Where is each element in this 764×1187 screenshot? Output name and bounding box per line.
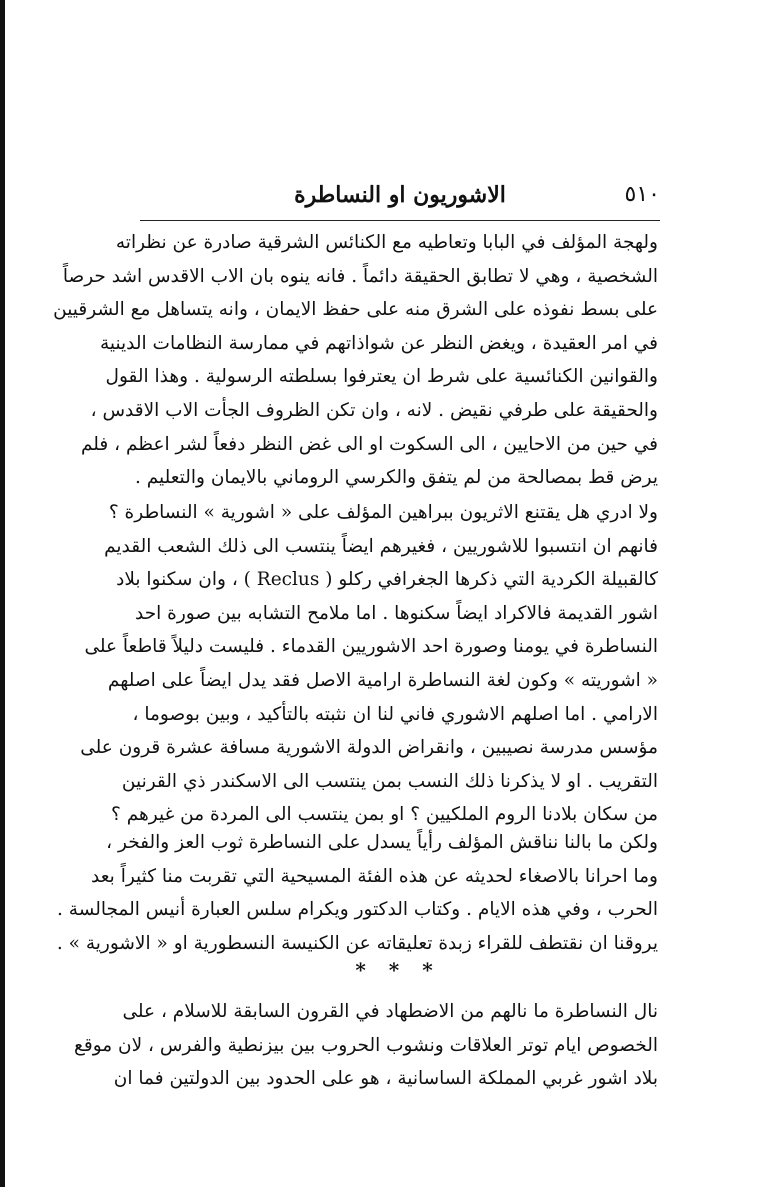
text-line: فانهم ان انتسبوا للاشوريين ، فغيرهم ايضاً ينتسب الى ذلك الشعب القديم xyxy=(104,535,658,557)
text-line: والقوانين الكنائسية على شرط ان يعترفوا بسلطته الرسولية . وهذا القول xyxy=(105,366,658,388)
text-line: التقريب . او لا يذكرنا ذلك النسب بمن ينتسب الى الاسكندر ذي القرنين xyxy=(121,770,658,792)
text-line: ولكن ما بالنا نناقش المؤلف رأياً يسدل على النساطرة ثوب العز والفخر ، xyxy=(106,832,658,853)
header-rule xyxy=(140,220,660,221)
text-line: « اشوريته » وكون لغة النساطرة ارامية الاصل فقد يدل ايضاً على اصلهم xyxy=(107,669,658,691)
text-line: يرض قط بمصالحة من لم يتفق والكرسي الروماني بالايمان والتعليم . xyxy=(134,467,658,489)
text-line: والحقيقة على طرفي نقيض . لانه ، وان تكن الظروف الجأت الاب الاقدس ، xyxy=(90,399,658,421)
text-line: يروقنا ان نقتطف للقراء زبدة تعليقاته عن الكنيسة النسطورية او « الاشورية » . xyxy=(56,932,658,954)
paragraph-3 xyxy=(56,826,658,960)
text-line: الحرب ، وفي هذه الايام . وكتاب الدكتور ويكرام سلس العبارة أنيس المجالسة . xyxy=(57,899,658,921)
text-line: على بسط نفوذه على الشرق منه على حفظ الايمان ، وانه يتساهل مع الشرقيين xyxy=(53,299,658,321)
text-line: في امر العقيدة ، ويغض النظر عن شواذاتهم في ممارسة النظامات الدينية xyxy=(99,332,658,354)
section-separator: * * * xyxy=(355,958,441,982)
paragraph-4 xyxy=(74,995,658,1096)
text-line: بلاد اشور غربي المملكة الساسانية ، هو على الحدود بين الدولتين فما ان xyxy=(113,1068,658,1090)
text-line: مؤسس مدرسة نصيبين ، وانقراض الدولة الاشورية مسافة عشرة قرون على xyxy=(80,737,658,759)
page-number: ٥١٠ xyxy=(624,182,660,207)
text-line: نال النساطرة ما نالهم من الاضطهاد في القرون السابقة للاسلام ، على xyxy=(122,1001,658,1022)
text-line: اشور القديمة فالاكراد ايضاً سكنوها . اما ملامح التشابه بين صورة احد xyxy=(135,602,658,624)
text-line: الارامي . اما اصلهم الاشوري فاني لنا ان نثبته بالتأكيد ، وبين بوصوما ، xyxy=(132,703,658,725)
text-line: وما احرانا بالاصغاء لحديثه عن هذه الفئة المسيحية التي تقربت منا كثيراً بعد xyxy=(91,865,658,887)
scan-edge xyxy=(0,0,5,1187)
text-line: كالقبيلة الكردية التي ذكرها الجغرافي ركلو ( Reclus ) ، وان سكنوا بلاد xyxy=(116,569,658,591)
text-line: الخصوص ايام توتر العلاقات ونشوب الحروب بين بيزنطية والفرس ، لان موقع xyxy=(74,1034,658,1056)
running-title: الاشوريون او النساطرة xyxy=(294,182,506,208)
text-line: ولهجة المؤلف في البابا وتعاطيه مع الكنائس الشرقية صادرة عن نظراته xyxy=(115,232,658,253)
text-line: النساطرة في يومنا وصورة احد الاشوريين القدماء . فليست دليلاً قاطعاً على xyxy=(84,636,658,658)
text-line: الشخصية ، وهي لا تطابق الحقيقة دائماً . فانه ينوه بان الاب الاقدس اشد حرصاً xyxy=(62,265,658,287)
page-header xyxy=(140,178,660,218)
text-line: في حين من الاحايين ، الى السكوت او الى غض النظر دفعاً لشر اعظم ، فلم xyxy=(80,433,658,455)
paragraph-2 xyxy=(80,496,658,832)
text-line: من سكان بلادنا الروم الملكيين ؟ او بمن ينتسب الى المردة من غيرهم ؟ xyxy=(111,804,658,826)
paragraph-1 xyxy=(53,226,658,495)
text-line: ولا ادري هل يقتنع الاثريون ببراهين المؤلف على « اشورية » النساطرة ؟ xyxy=(108,502,658,523)
